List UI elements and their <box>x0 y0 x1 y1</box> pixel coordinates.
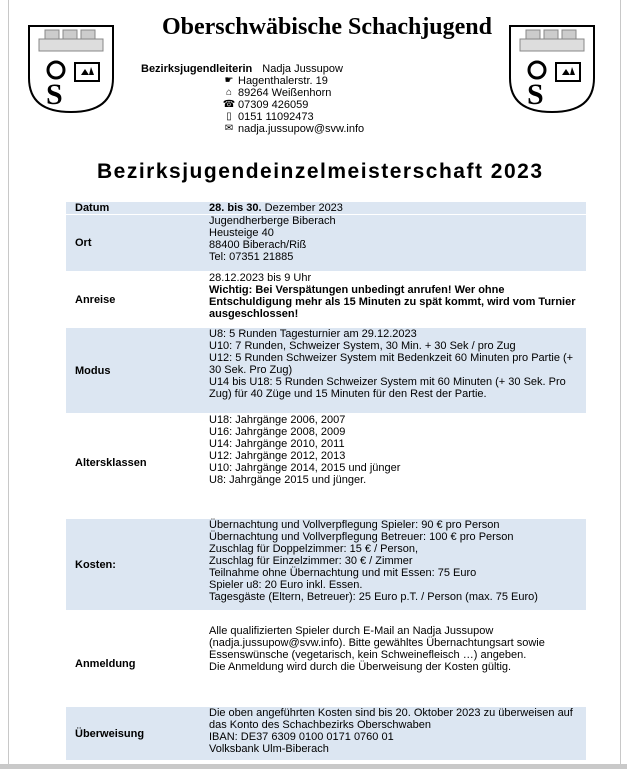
row-value: Alle qualifizierten Spieler durch E-Mail an Nadja Jussupow (nadja.jussupow@svw.info). Bitte gewähltes Übernachtungsart sowie Essenswünsche (vegetarisch, kein Schweinefleisch …) angeben. Die Anmeldung wird durch die Überweisung der Kosten gültig. <box>209 625 545 673</box>
svg-text:S: S <box>46 78 63 111</box>
row-value: U18: Jahrgänge 2006, 2007 U16: Jahrgänge 2008, 2009 U14: Jahrgänge 2010, 2011 U12: Jahrgänge 2012, 2013 U10: Jahrgänge 2014, 2015 und jünger U8: Jahrgänge 2015 und jünger. <box>209 414 401 486</box>
leader-line <box>141 63 343 75</box>
row-label: Anmeldung <box>75 657 136 670</box>
row-value: Übernachtung und Vollverpflegung Spieler: 90 € pro Person Übernachtung und Vollverpflegung Betreuer: 100 € pro Person Zuschlag für Doppelzimmer: 15 € / Person, Zuschlag für Einzelzimmer: 30 € / Zimmer Teilnahme ohne Übernachtung und mit Essen: 75 Euro Spieler u8: 20 Euro inkl. Essen. Tagesgäste (Eltern, Betreuer): 25 Euro p.T. / Person (max. 75 Euro) <box>205 519 586 610</box>
envelope-icon: ✉ <box>224 123 234 134</box>
leader-role: Bezirksjugendleiterin <box>141 63 253 75</box>
info-table <box>66 202 586 761</box>
viewer-bottom-edge <box>0 764 627 769</box>
contact-email-address[interactable]: nadja.jussupow@svw.info <box>238 123 365 135</box>
row-value: Die oben angeführten Kosten sind bis 20. Oktober 2023 zu überweisen auf das Konto des Schachbezirks Oberschwaben IBAN: DE37 6309 0100 0171 0760 01 Volksbank Ulm-Biberach <box>205 707 586 760</box>
row-ueberweisung <box>66 703 586 761</box>
contact-phone-number: 07309 426059 <box>238 99 309 111</box>
mobile-phone-icon: ▯ <box>226 111 232 122</box>
row-label: Altersklassen <box>75 457 147 469</box>
row-altersklassen <box>66 414 586 513</box>
contact-city <box>222 87 364 99</box>
leader-name: Nadja Jussupow <box>262 63 343 75</box>
contact-street: Hagenthalerstr. 19 <box>238 75 328 87</box>
row-label: Ort <box>66 215 205 271</box>
contact-phone <box>222 99 364 111</box>
row-value: Jugendherberge Biberach Heusteige 40 88400 Biberach/Riß Tel: 07351 21885 <box>205 215 586 271</box>
contact-mobile <box>222 111 364 123</box>
mailbox-icon: ⌂ <box>225 87 233 98</box>
row-value: U8: 5 Runden Tagesturnier am 29.12.2023 U10: 7 Runden, Schweizer System, 30 Min. + 30 Sek / pro Zug U12: 5 Runden Schweizer System mit Bedenkzeit 60 Minuten pro Partie (+ 30 Sek. Pro Zug) U14 bis U18: 5 Runden Schweizer System mit 60 Minuten (+ 30 Sek. Pro Zug) für 40 Züge und 15 Minuten für den Rest der Partie. <box>205 328 586 413</box>
contact-email <box>222 123 364 135</box>
row-value: 28.12.2023 bis 9 Uhr Wichtig: Bei Verspätungen unbedingt anrufen! Wer ohne Entschuldigung mehr als 15 Minuten zu spät kommt, wird vom Turnier ausgeschlossen! <box>209 272 576 320</box>
row-anmeldung <box>66 611 586 703</box>
svg-text:S: S <box>527 78 544 111</box>
row-kosten <box>66 513 586 611</box>
row-label: Datum <box>66 202 205 214</box>
pointing-hand-icon: ☛ <box>224 75 234 86</box>
document-title: Bezirksjugendeinzelmeisterschaft 2023 <box>97 160 544 183</box>
row-value: 28. bis 30. Dezember 2023 <box>205 202 586 214</box>
club-logo-right <box>504 20 600 116</box>
telephone-icon: ☎ <box>222 99 236 110</box>
contact-mobile-number: 0151 11092473 <box>238 111 314 123</box>
row-anreise <box>66 272 586 328</box>
club-logo-left <box>23 20 119 116</box>
arrival-warning: Wichtig: Bei Verspätungen unbedingt anrufen! Wer ohne Entschuldigung mehr als 15 Minuten zu spät kommt, wird vom Turnier ausgeschlossen! <box>209 284 576 320</box>
row-datum <box>66 202 586 215</box>
contact-block <box>222 75 364 135</box>
row-label: Kosten: <box>66 519 205 610</box>
contact-address <box>222 75 364 87</box>
contact-zip-city: 89264 Weißenhorn <box>238 87 332 99</box>
row-label: Überweisung <box>66 707 205 760</box>
row-label: Modus <box>66 328 205 413</box>
document-page <box>8 0 621 769</box>
row-modus <box>66 328 586 414</box>
club-title: Oberschwäbische Schachjugend <box>161 14 493 40</box>
row-ort <box>66 215 586 272</box>
row-label: Anreise <box>75 293 116 306</box>
